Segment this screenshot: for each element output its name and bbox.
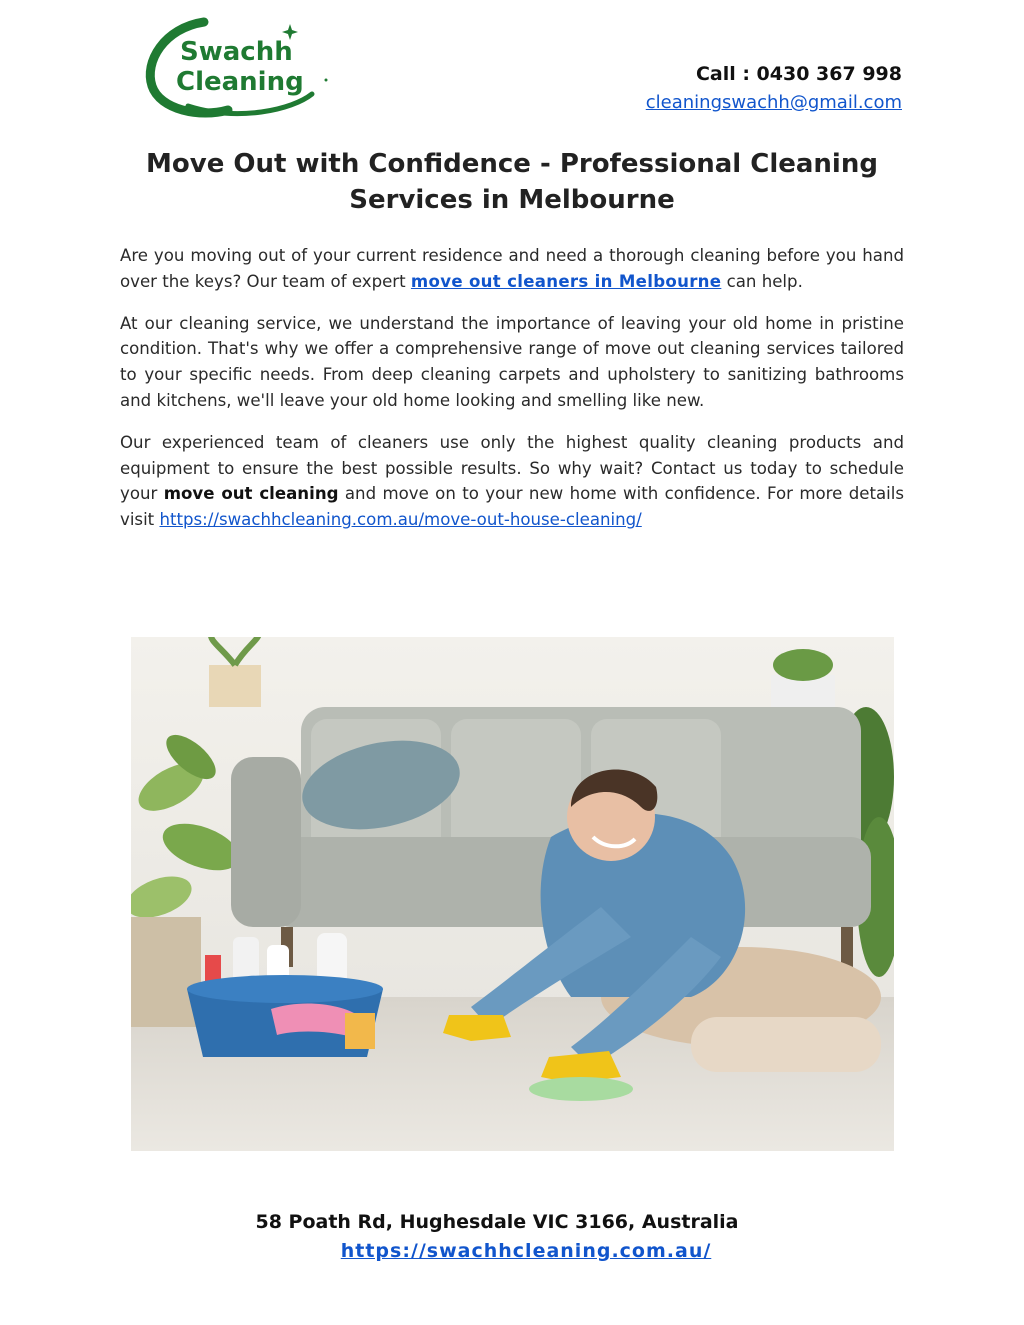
paragraph-intro-text: Are you moving out of your current residence and need a thorough cleaning before you hand over the keys? Our team of expert [120,246,904,291]
paragraph-intro [120,243,904,295]
phone-number: Call : 0430 367 998 [695,63,902,85]
hero-image [131,637,894,1151]
article-body [120,243,904,549]
footer-website-link[interactable]: https://swachhcleaning.com.au/ [340,1240,712,1262]
move-out-cleaners-link[interactable]: move out cleaners in Melbourne [410,271,722,291]
paragraph-contact-text-2: and move on to your new home with confidence. For more details visit [120,484,904,530]
contact-block [646,62,902,116]
logo-text-line1: Swachh [180,37,293,67]
move-out-cleaning-url[interactable]: https://swachhcleaning.com.au/move-out-house-cleaning/ [159,510,642,530]
page-title: Move Out with Confidence - Professional Cleaning Services in Melbourne [146,149,878,215]
paragraph-contact [120,430,904,533]
logo [142,14,342,118]
move-out-cleaning-bold: move out cleaning [163,484,339,504]
woman-cleaning-floor-illustration [131,637,894,1151]
logo-text-line2: Cleaning [176,67,304,97]
email-link[interactable]: cleaningswachh@gmail.com [645,92,902,113]
swachh-logo-icon [142,14,342,118]
footer-address: 58 Poath Rd, Hughesdale VIC 3166, Australia [255,1211,739,1233]
paragraph-services: At our cleaning service, we understand the importance of leaving your old home in pristine condition. That's why we offer a comprehensive range of move out cleaning services tailored to your specific needs. From deep cleaning carpets and upholstery to sanitizing bathrooms and kitchens, we'll leave your old home looking and smelling like new. [120,313,904,410]
footer [120,1208,904,1266]
paragraph-contact-text: Our experienced team of cleaners use only the highest quality cleaning products and equipment to ensure the best possible results. So why wait? Contact us today to schedule your [120,432,904,504]
paragraph-intro-end: can help. [721,271,803,291]
